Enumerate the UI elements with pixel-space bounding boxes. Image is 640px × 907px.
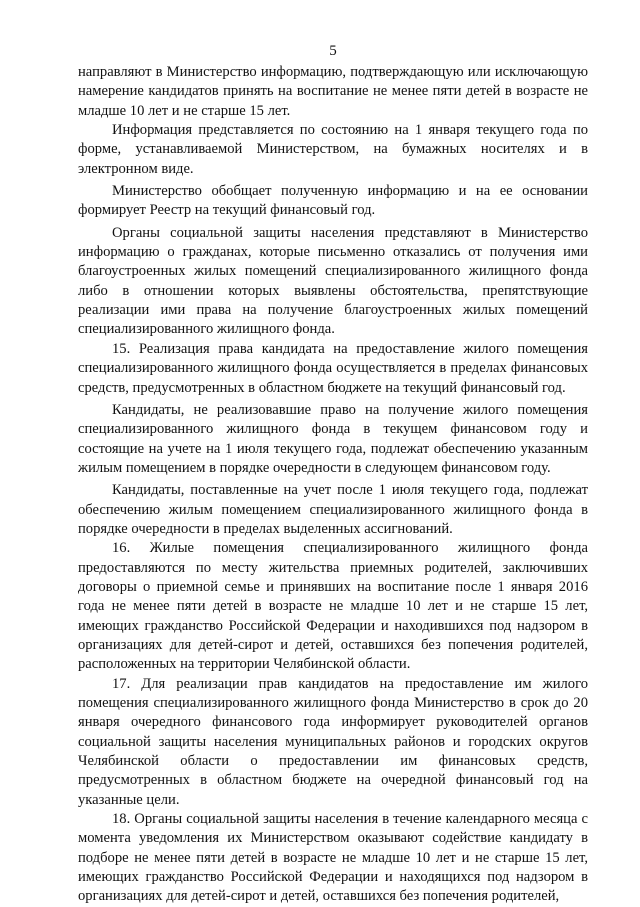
paragraph-refusal-info: Органы социальной защиты населения представляют в Министерство информацию о гражданах, которые письменно отказались от получения ими благоустроенных жилых помещений специализированного жилищного фонда либо в отношении которых выявлены обстоятельства, препятствующие реализации ими права на получение благоустроенных жилых помещений специализированного жилищного фонда. xyxy=(78,224,588,338)
paragraph-clause-15: 15. Реализация права кандидата на предоставление жилого помещения специализированного жилищного фонда осуществляется в пределах финансовых средств, предусмотренных в областном бюджете на текущий финансовый год. xyxy=(78,340,588,396)
paragraph-after-july: Кандидаты, поставленные на учет после 1 июля текущего года, подлежат обеспечению жилым помещением специализированного жилищного фонда в порядке очередности в пределах выделенных ассигнований. xyxy=(78,482,588,537)
paragraph-information-date: Информация представляется по состоянию на 1 января текущего года по форме, устанавливаемой Министерством, на бумажных носителях и в электронном виде. xyxy=(78,122,588,177)
paragraph-continuation: направляют в Министерство информацию, подтверждающую или исключающую намерение кандидатов принять на воспитание не менее пяти детей в возрасте не младше 10 лет и не старше 15 лет. xyxy=(78,64,588,119)
paragraph-clause-18: 18. Органы социальной защиты населения в течение календарного месяца с момента уведомления их Министерством оказывают содействие кандидату в подборе не менее пяти детей в возрасте не младше 10 лет и не старше 15 лет, имеющих гражданство Российской Федерации и находящихся под надзором в организациях для детей-сирот и детей, оставшихся без попечения родителей, xyxy=(78,811,588,905)
paragraph-unrealized-right: Кандидаты, не реализовавшие право на получение жилого помещения специализированного жилищного фонда в текущем финансовом году и состоящие на учете на 1 июля текущего года, подлежат обеспечению указанным жилым помещением в порядке очередности в следующем финансовом году. xyxy=(78,401,588,476)
page-number: 5 xyxy=(329,43,337,59)
paragraph-clause-17: 17. Для реализации прав кандидатов на предоставление им жилого помещения специализированного жилищного фонда Министерство в срок до 20 января очередного финансового года информирует руководителей органов социальной защиты населения муниципальных районов и городских округов Челябинской области о предоставлении им финансовых средств, предусмотренных в областном бюджете на очередной финансовый год на указанные цели. xyxy=(78,675,588,808)
paragraph-clause-16: 16. Жилые помещения специализированного жилищного фонда предоставляются по месту жительства приемных родителей, заключивших договоры о приемной семье и принявших на воспитание после 1 января 2016 года не менее пяти детей в возрасте не младше 10 лет и не старше 15 лет, имеющих гражданство Российской Федерации и находившихся под надзором в организациях для детей-сирот и детей, оставшихся без попечения родителей, расположенных на территории Челябинской области. xyxy=(78,540,588,673)
document-page xyxy=(78,42,588,907)
paragraph-registry: Министерство обобщает полученную информацию и на ее основании формирует Реестр на текущий финансовый год. xyxy=(78,183,588,219)
